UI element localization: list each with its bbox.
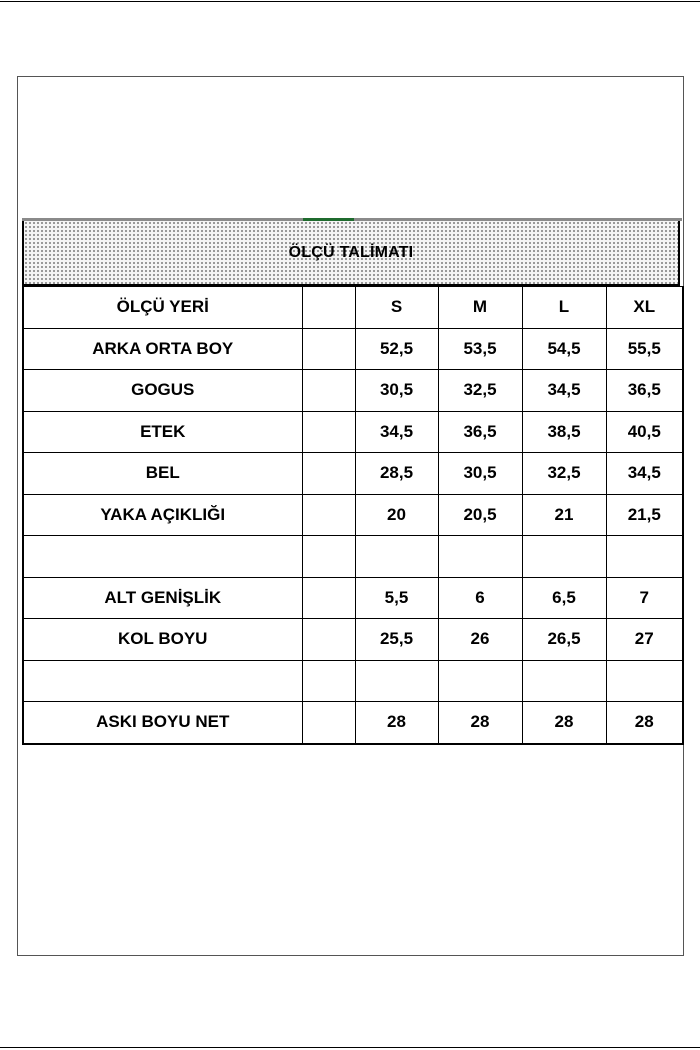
value-cell: 5,5 — [355, 577, 438, 619]
value-cell: 21,5 — [606, 494, 683, 536]
value-cell — [355, 536, 438, 578]
table-row-empty — [23, 536, 683, 578]
blank-cell — [302, 702, 355, 744]
table-row — [23, 619, 683, 661]
value-cell: 26 — [438, 619, 522, 661]
blank-cell — [302, 536, 355, 578]
table-row — [23, 702, 683, 744]
header-size-m: M — [438, 287, 522, 329]
value-cell: 27 — [606, 619, 683, 661]
table-row — [23, 577, 683, 619]
row-label: KOL BOYU — [23, 619, 302, 661]
value-cell: 28 — [522, 702, 606, 744]
value-cell: 55,5 — [606, 328, 683, 370]
value-cell: 6 — [438, 577, 522, 619]
table-row-empty — [23, 660, 683, 702]
header-size-s: S — [355, 287, 438, 329]
value-cell: 26,5 — [522, 619, 606, 661]
page-bottom-rule — [0, 1047, 700, 1048]
table-row — [23, 494, 683, 536]
value-cell — [606, 660, 683, 702]
blank-cell — [302, 370, 355, 412]
row-label — [23, 536, 302, 578]
header-size-xl: XL — [606, 287, 683, 329]
row-label: ALT GENİŞLİK — [23, 577, 302, 619]
title-band — [22, 221, 680, 286]
value-cell: 28 — [438, 702, 522, 744]
size-chart — [22, 218, 682, 742]
value-cell: 36,5 — [438, 411, 522, 453]
blank-cell — [302, 660, 355, 702]
blank-cell — [302, 453, 355, 495]
row-label: ETEK — [23, 411, 302, 453]
table-row — [23, 453, 683, 495]
row-label: YAKA AÇIKLIĞI — [23, 494, 302, 536]
value-cell — [438, 536, 522, 578]
size-table — [22, 286, 684, 745]
blank-cell — [302, 494, 355, 536]
value-cell: 6,5 — [522, 577, 606, 619]
value-cell — [522, 536, 606, 578]
value-cell: 34,5 — [355, 411, 438, 453]
value-cell: 28,5 — [355, 453, 438, 495]
value-cell: 20 — [355, 494, 438, 536]
value-cell: 34,5 — [606, 453, 683, 495]
value-cell: 28 — [606, 702, 683, 744]
value-cell: 36,5 — [606, 370, 683, 412]
value-cell: 7 — [606, 577, 683, 619]
value-cell: 32,5 — [522, 453, 606, 495]
value-cell: 53,5 — [438, 328, 522, 370]
value-cell: 54,5 — [522, 328, 606, 370]
value-cell: 30,5 — [355, 370, 438, 412]
value-cell: 25,5 — [355, 619, 438, 661]
row-label: ASKI BOYU NET — [23, 702, 302, 744]
value-cell — [522, 660, 606, 702]
blank-cell — [302, 328, 355, 370]
header-row — [23, 287, 683, 329]
value-cell: 34,5 — [522, 370, 606, 412]
row-label: ARKA ORTA BOY — [23, 328, 302, 370]
blank-cell — [302, 577, 355, 619]
value-cell — [438, 660, 522, 702]
value-cell: 30,5 — [438, 453, 522, 495]
value-cell: 32,5 — [438, 370, 522, 412]
value-cell: 38,5 — [522, 411, 606, 453]
value-cell — [606, 536, 683, 578]
blank-cell — [302, 619, 355, 661]
value-cell: 52,5 — [355, 328, 438, 370]
header-size-l: L — [522, 287, 606, 329]
header-blank — [302, 287, 355, 329]
row-label — [23, 660, 302, 702]
value-cell — [355, 660, 438, 702]
row-label: GOGUS — [23, 370, 302, 412]
table-row — [23, 328, 683, 370]
blank-cell — [302, 411, 355, 453]
page-top-rule — [0, 1, 700, 2]
header-location: ÖLÇÜ YERİ — [23, 287, 302, 329]
table-title: ÖLÇÜ TALİMATI — [288, 243, 414, 261]
value-cell: 21 — [522, 494, 606, 536]
value-cell: 28 — [355, 702, 438, 744]
value-cell: 20,5 — [438, 494, 522, 536]
value-cell: 40,5 — [606, 411, 683, 453]
row-label: BEL — [23, 453, 302, 495]
table-row — [23, 370, 683, 412]
table-row — [23, 411, 683, 453]
